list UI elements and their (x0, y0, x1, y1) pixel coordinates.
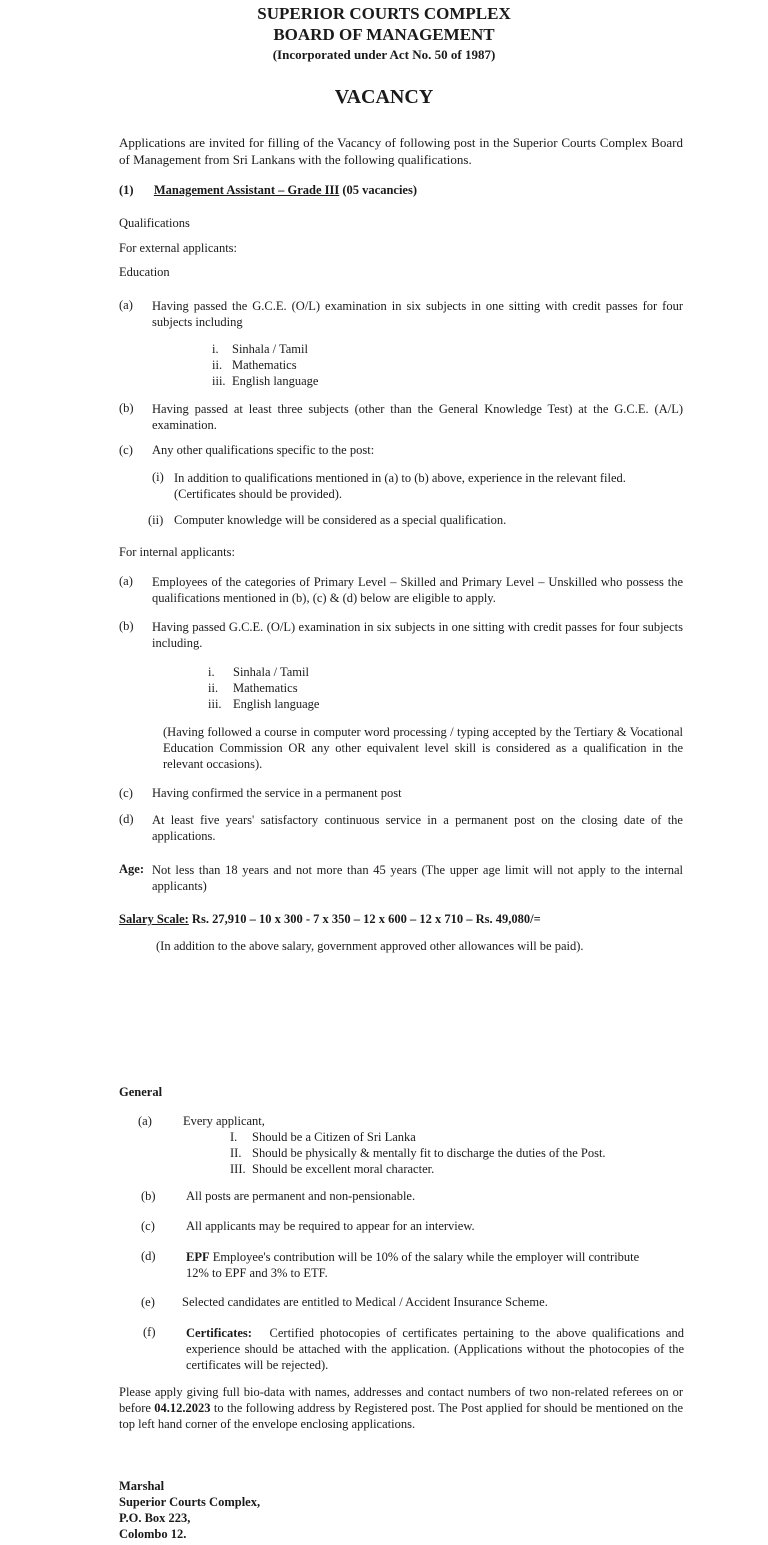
ext-c-i-text: In addition to qualifications mentioned in (a) to (b) above, experience in the relevant filed. (Certificates should be provided). (174, 471, 626, 501)
int-a-text: Employees of the categories of Primary Level – Skilled and Primary Level – Unskilled who possess the qualifications mentioned in (b), (c) & (d) below are eligible to apply. (152, 575, 683, 605)
salary-line (119, 912, 541, 927)
intro-paragraph: Applications are invited for filling of the Vacancy of following post in the Superior Courts Complex Board of Management from Sri Lankans with the following qualifications. (119, 135, 683, 167)
address-line: Colombo 12. (119, 1527, 187, 1541)
post-name: Management Assistant – Grade III (153, 183, 340, 197)
ext-a-text: Having passed the G.C.E. (O/L) examination in six subjects in one sitting with credit passes for four subjects including (152, 299, 683, 329)
external-label: For external applicants: (119, 241, 238, 255)
address-line: P.O. Box 223, (119, 1511, 191, 1525)
ext-subject-list (212, 341, 318, 389)
salary-note: (In addition to the above salary, government approved other allowances will be paid). (156, 939, 584, 953)
closing-paragraph: Please apply giving full bio-data with names, addresses and contact numbers of two non-related referees on or before 04.12.2023 to the following address by Registered post. The Post applied for should be mentioned on the top left hand corner of the envelope enclosing applications. (119, 1385, 684, 1431)
qualifications-label: Qualifications (119, 216, 190, 230)
int-c-marker: (c) (119, 786, 133, 800)
int-c-text: Having confirmed the service in a permanent post (152, 786, 402, 800)
general-label: General (119, 1085, 163, 1099)
address-line: Superior Courts Complex, (119, 1495, 261, 1509)
salary-label: Salary Scale: (119, 912, 189, 926)
page-title: VACANCY (334, 86, 434, 108)
ext-c-marker: (c) (119, 443, 133, 457)
age-label: Age: (119, 862, 144, 876)
gen-b-marker: (b) (141, 1189, 156, 1203)
gen-e-text: Selected candidates are entitled to Medical / Accident Insurance Scheme. (182, 1295, 548, 1309)
int-d-text: At least five years' satisfactory continuous service in a permanent post on the closing date of the applications. (152, 813, 683, 843)
gen-c-text: All applicants may be required to appear for an interview. (186, 1219, 475, 1233)
list-item: ii. Mathematics (212, 358, 297, 372)
education-label: Education (119, 265, 170, 279)
gen-a-list (230, 1129, 606, 1177)
int-b-text: Having passed G.C.E. (O/L) examination in six subjects in one sitting with credit passes for four subjects including. (152, 620, 683, 650)
gen-e-marker: (e) (141, 1295, 155, 1309)
list-item: iii. English language (208, 697, 320, 711)
org-name: SUPERIOR COURTS COMPLEX (257, 4, 511, 23)
gen-f-text: Certificates: Certified photocopies of certificates pertaining to the above qualifications and experience should be attached with the application. (Applications without the photocopies of the certificates will be rejected). (186, 1326, 685, 1372)
int-subject-list (208, 664, 319, 712)
address-line: Marshal (119, 1479, 165, 1493)
gen-d-marker: (d) (141, 1249, 156, 1263)
board-name: BOARD OF MANAGEMENT (273, 25, 495, 44)
ext-b-marker: (b) (119, 401, 134, 415)
ext-a-marker: (a) (119, 298, 133, 312)
ext-c-ii-text: Computer knowledge will be considered as a special qualification. (174, 513, 507, 527)
list-item: III. Should be excellent moral character. (230, 1162, 435, 1176)
age-text: Not less than 18 years and not more than 45 years (The upper age limit will not apply to the internal applicants) (152, 863, 683, 893)
incorporation-line: (Incorporated under Act No. 50 of 1987) (272, 47, 496, 62)
list-item: ii. Mathematics (208, 681, 298, 695)
gen-f-marker: (f) (143, 1325, 156, 1339)
ext-c-i-marker: (i) (152, 470, 164, 484)
gen-b-text: All posts are permanent and non-pensionable. (186, 1189, 416, 1203)
post-heading (119, 183, 417, 198)
ext-c-ii-marker: (ii) (148, 513, 164, 527)
internal-label: For internal applicants: (119, 545, 235, 559)
gen-d-text: EPF Employee's contribution will be 10% of the salary while the employer will contribute 12% to EPF and 3% to ETF. (186, 1250, 640, 1280)
list-item: I. Should be a Citizen of Sri Lanka (230, 1130, 416, 1144)
gen-c-marker: (c) (141, 1219, 155, 1233)
int-b-note: (Having followed a course in computer word processing / typing accepted by the Tertiary & Vocational Education Commission OR any other equivalent level skill is considered as a qualification in the relevant occasions). (163, 725, 683, 771)
gen-a-text: Every applicant, (183, 1114, 265, 1128)
ext-b-text: Having passed at least three subjects (other than the General Knowledge Test) at the G.C.E. (A/L) examination. (152, 402, 683, 432)
closing-date: 04.12.2023 (154, 1401, 211, 1415)
post-number: (1) (119, 183, 134, 197)
ext-c-text: Any other qualifications specific to the post: (152, 443, 375, 457)
list-item: iii. English language (212, 374, 319, 388)
list-item: II. Should be physically & mentally fit to discharge the duties of the Post. (230, 1146, 606, 1160)
salary-scale: Rs. 27,910 – 10 x 300 - 7 x 350 – 12 x 600 – 12 x 710 – Rs. 49,080/= (191, 912, 541, 926)
gen-a-marker: (a) (138, 1114, 152, 1128)
post-vacancies: (05 vacancies) (342, 183, 418, 197)
list-item: i. Sinhala / Tamil (212, 342, 308, 356)
int-b-marker: (b) (119, 619, 134, 633)
int-a-marker: (a) (119, 574, 133, 588)
int-d-marker: (d) (119, 812, 134, 826)
list-item: i. Sinhala / Tamil (208, 665, 309, 679)
return-address (119, 1478, 260, 1542)
